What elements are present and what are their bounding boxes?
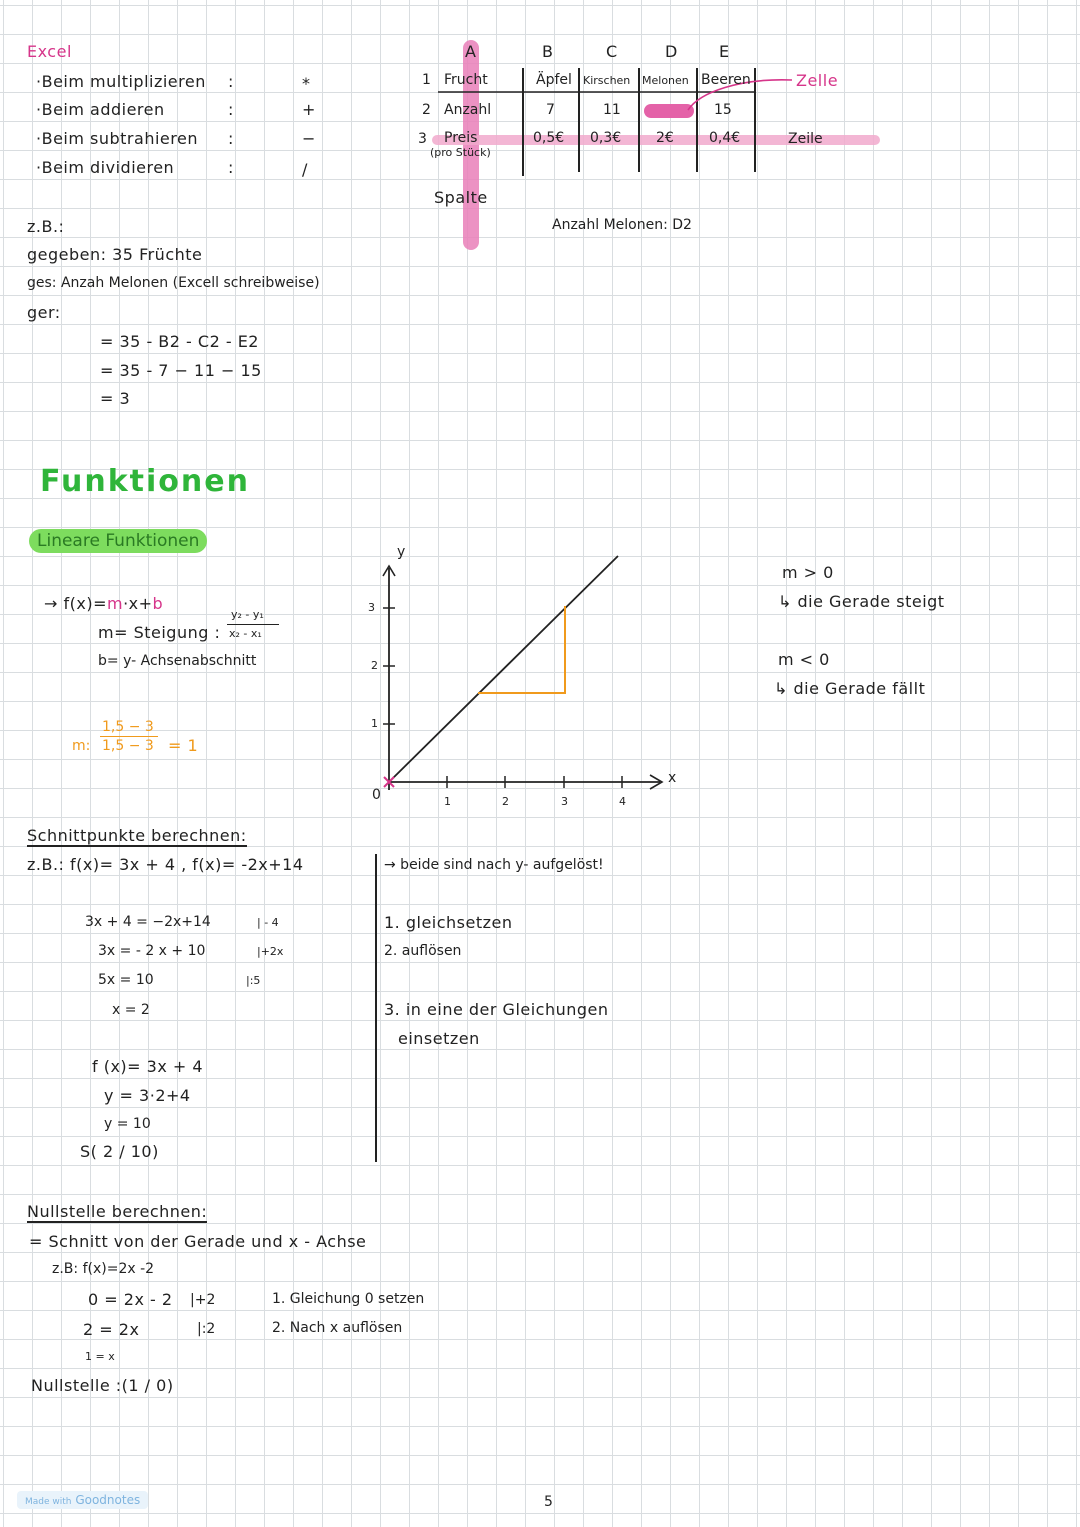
goodnotes-badge bbox=[17, 1489, 148, 1508]
cell: 7 bbox=[546, 102, 555, 118]
m-calc-num: 1,5 − 3 bbox=[102, 719, 154, 735]
zelle-label: Zelle bbox=[796, 71, 839, 90]
lineare-label: Lineare Funktionen bbox=[29, 529, 207, 553]
step: 2. Nach x auflösen bbox=[272, 1320, 403, 1336]
zb-label: z.B.: bbox=[27, 217, 65, 236]
m-calc-result: = 1 bbox=[168, 736, 199, 755]
schnittpunkt-result: S( 2 / 10) bbox=[80, 1142, 159, 1161]
cell: 2€ bbox=[656, 130, 674, 146]
x-axis-label: x bbox=[668, 770, 677, 786]
nullstelle-title-text: Nullstelle berechnen: bbox=[27, 1202, 208, 1221]
origin-label: 0 bbox=[372, 787, 381, 803]
sub-line: y = 10 bbox=[104, 1116, 151, 1132]
funktionen-title: Funktionen bbox=[40, 464, 250, 499]
row-number: 1 bbox=[422, 72, 431, 88]
op-label: ·Beim multiplizieren bbox=[36, 72, 206, 91]
header-cell: Äpfel bbox=[536, 72, 572, 88]
formula-prefix: → f(x)= bbox=[44, 594, 107, 613]
header-cell: Kirschen bbox=[583, 74, 631, 87]
b-definition: b= y- Achsenabschnitt bbox=[98, 653, 257, 669]
m-negative: m < 0 bbox=[778, 650, 830, 669]
step: 1. gleichsetzen bbox=[384, 913, 513, 932]
excel-title: Excel bbox=[27, 42, 72, 61]
m-frac-den: x₂ - x₁ bbox=[229, 627, 262, 640]
m-definition: m= Steigung : bbox=[98, 623, 221, 642]
col-letter: D bbox=[665, 42, 678, 61]
m-calc-den: 1,5 − 3 bbox=[102, 738, 154, 754]
col-letter: E bbox=[719, 42, 730, 61]
cell: Preis bbox=[444, 130, 478, 146]
y-tick: 1 bbox=[371, 717, 378, 730]
calc-line: = 3 bbox=[100, 389, 131, 408]
cell: 0,5€ bbox=[533, 130, 565, 146]
calc-line: x = 2 bbox=[112, 1002, 150, 1018]
step: 3. in eine der Gleichungen bbox=[384, 1000, 609, 1019]
sub-line: y = 3·2+4 bbox=[104, 1086, 191, 1105]
calc-op: |+2x bbox=[257, 945, 284, 958]
cell: 0,4€ bbox=[709, 130, 741, 146]
step: einsetzen bbox=[398, 1029, 480, 1048]
col-letter: A bbox=[465, 42, 477, 61]
x-tick: 4 bbox=[619, 795, 626, 808]
calc-line: = 35 - 7 − 11 − 15 bbox=[100, 361, 262, 380]
schnitt-example: z.B.: f(x)= 3x + 4 , f(x)= -2x+14 bbox=[27, 855, 304, 874]
nullstelle-result: Nullstelle :(1 / 0) bbox=[31, 1376, 174, 1395]
y-axis-label: y bbox=[397, 544, 406, 560]
op-label: ·Beim dividieren bbox=[36, 158, 175, 177]
calc-op: |+2 bbox=[190, 1292, 216, 1308]
m-frac-num: y₂ - y₁ bbox=[231, 608, 264, 621]
op-colon: : bbox=[228, 100, 234, 119]
col-letter: C bbox=[606, 42, 618, 61]
op-colon: : bbox=[228, 129, 234, 148]
op-symbol: * bbox=[302, 74, 311, 93]
formula-b: b bbox=[152, 594, 164, 613]
cell: 11 bbox=[603, 102, 621, 118]
col-letter: B bbox=[542, 42, 554, 61]
nullstelle-example: z.B: f(x)=2x -2 bbox=[52, 1261, 155, 1277]
calc-op: | - 4 bbox=[257, 916, 279, 929]
nullstelle-def: = Schnitt von der Gerade und x - Achse bbox=[29, 1232, 367, 1251]
gerechnet: ger: bbox=[27, 303, 61, 322]
calc-op: |:5 bbox=[246, 974, 261, 987]
x-tick: 1 bbox=[444, 795, 451, 808]
nullstelle-title bbox=[27, 1202, 207, 1221]
calc-line: 2 = 2x bbox=[83, 1320, 140, 1339]
row-number: 3 bbox=[418, 131, 427, 147]
cell: Anzahl bbox=[444, 102, 492, 118]
header-cell: Beeren bbox=[701, 72, 751, 88]
calc-line: 5x = 10 bbox=[98, 972, 154, 988]
op-label: ·Beim subtrahieren bbox=[36, 129, 198, 148]
schnitt-title-text: Schnittpunkte berechnen: bbox=[27, 826, 247, 845]
calc-line: = 35 - B2 - C2 - E2 bbox=[100, 332, 259, 351]
cell: 15 bbox=[714, 102, 732, 118]
op-symbol: / bbox=[302, 160, 308, 179]
calc-line: 3x + 4 = −2x+14 bbox=[85, 914, 211, 930]
x-tick: 3 bbox=[561, 795, 568, 808]
m-negative-text: ↳ die Gerade fällt bbox=[774, 679, 926, 698]
step: 1. Gleichung 0 setzen bbox=[272, 1291, 425, 1307]
page-number: 5 bbox=[544, 1494, 553, 1510]
formula-mid: ·x+ bbox=[123, 594, 153, 613]
step: 2. auflösen bbox=[384, 943, 462, 959]
y-tick: 3 bbox=[368, 601, 375, 614]
cell-sub: (pro Stück) bbox=[430, 146, 491, 159]
header-cell: Melonen bbox=[642, 74, 689, 87]
m-positive-text: ↳ die Gerade steigt bbox=[778, 592, 945, 611]
op-symbol: − bbox=[302, 129, 316, 148]
formula-m: m bbox=[106, 594, 124, 613]
op-colon: : bbox=[228, 72, 234, 91]
schnitt-title bbox=[27, 826, 247, 845]
y-tick: 2 bbox=[371, 659, 378, 672]
gegeben: gegeben: 35 Früchte bbox=[27, 245, 203, 264]
schnitt-note: → beide sind nach y- aufgelöst! bbox=[384, 857, 604, 873]
op-label: ·Beim addieren bbox=[36, 100, 165, 119]
row-number: 2 bbox=[422, 102, 431, 118]
header-cell: Frucht bbox=[444, 72, 488, 88]
sub-line: f (x)= 3x + 4 bbox=[92, 1057, 204, 1076]
op-colon: : bbox=[228, 158, 234, 177]
calc-line: 0 = 2x - 2 bbox=[88, 1290, 173, 1309]
x-tick: 2 bbox=[502, 795, 509, 808]
cell: 0,3€ bbox=[590, 130, 622, 146]
calc-line: 3x = - 2 x + 10 bbox=[98, 943, 206, 959]
zeile-label: Zeile bbox=[788, 131, 823, 147]
badge-text bbox=[17, 1491, 148, 1509]
op-symbol: + bbox=[302, 100, 316, 119]
anzahl-melonen: Anzahl Melonen: D2 bbox=[552, 217, 692, 233]
m-calc-prefix: m: bbox=[72, 738, 91, 754]
m-positive: m > 0 bbox=[782, 563, 834, 582]
calc-line: 1 = x bbox=[85, 1350, 115, 1363]
calc-op: |:2 bbox=[197, 1321, 216, 1337]
badge-brand: Goodnotes bbox=[75, 1493, 141, 1507]
spalte-label: Spalte bbox=[434, 188, 488, 207]
badge-prefix: Made with bbox=[25, 1497, 72, 1507]
gesucht: ges: Anzah Melonen (Excell schreibweise) bbox=[27, 275, 320, 291]
